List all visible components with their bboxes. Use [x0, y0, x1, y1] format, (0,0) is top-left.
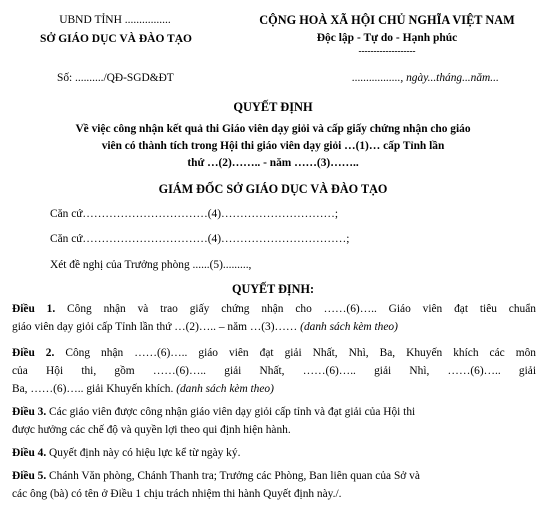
article-1-line-2	[12, 318, 536, 336]
article-5-line-1	[12, 467, 536, 485]
attachment-note: (danh sách kèm theo)	[176, 383, 274, 395]
article-3-line-2	[12, 421, 536, 439]
article-text: Ba, ……(6)….. giải Khuyến khích.	[12, 383, 177, 395]
issuer-province: UBND TỈNH ................	[59, 14, 171, 26]
subject-line-3: thứ …(2)…….. - năm ……(3)……..	[187, 157, 359, 169]
article-label: Điều 2.	[12, 347, 55, 359]
legal-basis-1: Căn cứ……………………………(4)…………………………;	[50, 208, 339, 220]
article-text: Công nhận ……(6)….. giáo viên đạt giải Nhất, Nhì, Ba, Khuyến khích các môn	[54, 347, 536, 359]
national-title: CỘNG HOÀ XÃ HỘI CHỦ NGHĨA VIỆT NAM	[259, 13, 515, 27]
legal-basis-2: Căn cứ……………………………(4)……………………………;	[50, 233, 350, 245]
article-1-line-1	[12, 300, 536, 318]
decision-date: ................., ngày...tháng...năm...	[352, 72, 499, 84]
article-text: Quyết định này có hiệu lực kể từ ngày ký.	[46, 447, 241, 459]
article-4	[12, 444, 536, 462]
issuer-department: SỞ GIÁO DỤC VÀ ĐÀO TẠO	[40, 33, 192, 45]
article-text: giáo viên dạy giỏi cấp Tỉnh lần thứ …(2)….. – năm …(3)……	[12, 321, 301, 333]
article-label: Điều 3.	[12, 406, 47, 418]
document-title: QUYẾT ĐỊNH	[233, 100, 313, 114]
article-2-line-2	[12, 362, 536, 380]
article-5-line-2	[12, 485, 536, 503]
article-text: Công nhận và trao giấy chứng nhận cho ……(6)….. Giáo viên đạt tiêu chuẩn	[55, 303, 536, 315]
authority-heading: GIÁM ĐỐC SỞ GIÁO DỤC VÀ ĐÀO TẠO	[158, 182, 388, 196]
decision-heading: QUYẾT ĐỊNH:	[231, 282, 315, 296]
article-text: các ông (bà) có tên ở Điều 1 chịu trách nhiệm thi hành Quyết định này./.	[12, 488, 342, 500]
article-text: Các giáo viên được công nhận giáo viên dạy giỏi cấp tỉnh và đạt giải của Hội thi	[46, 406, 416, 418]
article-label: Điều 1.	[12, 303, 56, 315]
national-motto: Độc lập - Tự do - Hạnh phúc	[316, 32, 458, 44]
article-text: của Hội thi, gồm ……(6)….. giải Nhất, ……(6)….. giải Nhì, ……(6)….. giải	[12, 365, 536, 377]
article-2-line-3	[12, 380, 536, 398]
subject-line-2: viên có thành tích trong Hội thi giáo viên dạy giỏi …(1)… cấp Tỉnh lần	[101, 140, 445, 152]
article-3-line-1	[12, 403, 536, 421]
decision-number: Số: ........../QĐ-SGD&ĐT	[57, 72, 174, 84]
article-label: Điều 4.	[12, 447, 47, 459]
attachment-note: (danh sách kèm theo)	[300, 321, 398, 333]
subject-line-1: Về việc công nhận kết quả thi Giáo viên dạy giỏi và cấp giấy chứng nhận cho giáo	[75, 123, 471, 135]
article-label: Điều 5.	[12, 470, 47, 482]
motto-underline: -------------------	[358, 46, 416, 56]
article-2-line-1	[12, 344, 536, 362]
article-text: được hưởng các chế độ và quyền lợi theo qui định hiện hành.	[12, 424, 291, 436]
article-text: Chánh Văn phòng, Chánh Thanh tra; Trưởng các Phòng, Ban liên quan của Sở và	[46, 470, 420, 482]
proposal-basis: Xét đề nghị của Trưởng phòng ......(5).........,	[50, 259, 252, 271]
